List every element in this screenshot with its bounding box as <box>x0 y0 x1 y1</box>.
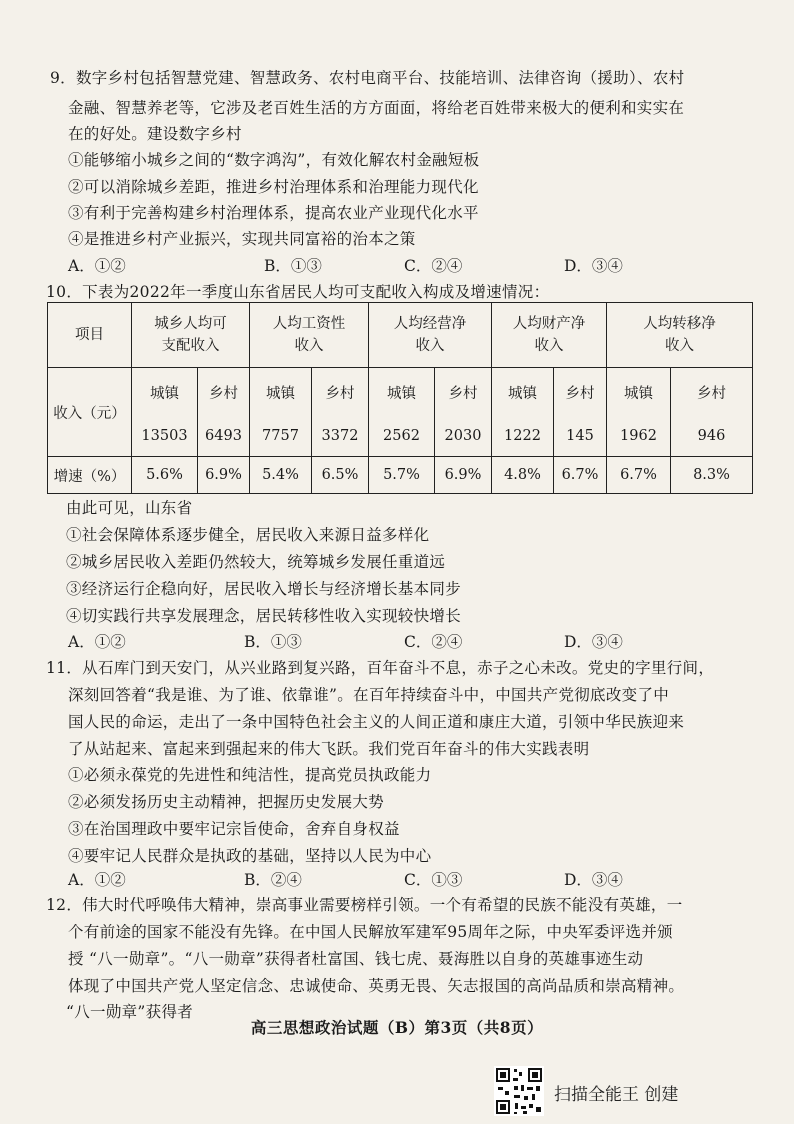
income-cell: 145 <box>554 416 607 457</box>
income-cell: 2562 <box>369 416 435 457</box>
rural-label: 乡村 <box>671 368 753 417</box>
income-cell: 1222 <box>492 416 554 457</box>
q11-option-b: B．②④ <box>244 871 302 889</box>
q11-item-3: ③在治国理政中要牢记宗旨使命，舍弃自身权益 <box>68 820 400 838</box>
q12-stem-line-5: “八一勋章”获得者 <box>66 1003 194 1021</box>
q10-option-c: C．②④ <box>404 633 463 651</box>
q10-stem: 10．下表为2022年一季度山东省居民人均可支配收入构成及增速情况： <box>46 283 550 301</box>
income-cell: 2030 <box>435 416 492 457</box>
q11-item-1: ①必须永葆党的先进性和纯洁性，提高党员执政能力 <box>68 766 432 784</box>
income-cell: 1962 <box>607 416 671 457</box>
urban-label: 城镇 <box>607 368 671 417</box>
rate-cell: 5.7% <box>369 457 435 494</box>
q9-option-c: C．②④ <box>404 257 463 275</box>
q9-item-2: ②可以消除城乡差距，推进乡村治理体系和治理能力现代化 <box>68 178 479 196</box>
rural-label: 乡村 <box>554 368 607 417</box>
header-disposable-income: 城乡人均可 支配收入 <box>132 303 250 368</box>
q10-item-1: ①社会保障体系逐步健全，居民收入来源日益多样化 <box>66 526 430 544</box>
income-cell: 946 <box>671 416 753 457</box>
header-transfer-income: 人均转移净 收入 <box>607 303 753 368</box>
rural-label: 乡村 <box>312 368 369 417</box>
q10-item-3: ③经济运行企稳向好，居民收入增长与经济增长基本同步 <box>66 580 462 598</box>
q9-stem-line-3: 在的好处。建设数字乡村 <box>68 125 242 143</box>
urban-label: 城镇 <box>250 368 312 417</box>
table-subheader-row <box>48 368 753 417</box>
q10-option-a: A．①② <box>68 633 126 651</box>
rate-cell: 6.7% <box>607 457 671 494</box>
rate-cell: 6.9% <box>435 457 492 494</box>
q11-item-4: ④要牢记人民群众是执政的基础，坚持以人民为中心 <box>68 847 432 865</box>
q10-lead: 由此可见，山东省 <box>66 499 193 517</box>
rate-cell: 6.5% <box>312 457 369 494</box>
income-cell: 13503 <box>132 416 198 457</box>
q11-option-a: A．①② <box>68 871 126 889</box>
table-rate-row <box>48 457 753 494</box>
rate-cell: 6.9% <box>198 457 250 494</box>
row-label-income: 收入（元） <box>48 368 132 457</box>
rural-label: 乡村 <box>435 368 492 417</box>
q11-stem-line-3: 国人民的命运，走出了一条中国特色社会主义的人间正道和康庄大道，引领中华民族迎来 <box>68 713 685 731</box>
income-cell: 7757 <box>250 416 312 457</box>
rate-cell: 4.8% <box>492 457 554 494</box>
q10-option-b: B．①③ <box>244 633 302 651</box>
income-table <box>47 302 753 494</box>
urban-label: 城镇 <box>492 368 554 417</box>
q12-stem-line-2: 个有前途的国家不能没有先锋。在中国人民解放军建军95周年之际，中央军委评选并颁 <box>68 923 673 941</box>
q10-option-d: D．③④ <box>564 633 623 651</box>
header-business-income: 人均经营净 收入 <box>369 303 492 368</box>
scanner-watermark: 扫描全能王 创建 <box>554 1085 679 1105</box>
q9-item-3: ③有利于完善构建乡村治理体系，提高农业产业现代化水平 <box>68 204 479 222</box>
q9-option-a: A．①② <box>68 257 126 275</box>
income-cell: 6493 <box>198 416 250 457</box>
header-item: 项目 <box>48 303 132 368</box>
rural-label: 乡村 <box>198 368 250 417</box>
q9-option-d: D．③④ <box>564 257 623 275</box>
q11-options <box>52 868 752 890</box>
q9-item-1: ①能够缩小城乡之间的“数字鸿沟”，有效化解农村金融短板 <box>68 151 480 169</box>
q12-stem-line-4: 体现了中国共产党人坚定信念、忠诚使命、英勇无畏、矢志报国的高尚品质和崇高精神。 <box>68 977 685 995</box>
table-header-row <box>48 303 753 368</box>
table-income-row <box>48 416 753 457</box>
q10-item-2: ②城乡居民收入差距仍然较大，统筹城乡发展任重道远 <box>66 553 446 571</box>
rate-cell: 6.7% <box>554 457 607 494</box>
qr-code-icon <box>494 1066 544 1116</box>
income-cell: 3372 <box>312 416 369 457</box>
q9-option-b: B．①③ <box>264 257 322 275</box>
row-label-rate: 增速（%） <box>48 457 132 494</box>
q10-item-4: ④切实践行共享发展理念，居民转移性收入实现较快增长 <box>66 607 462 625</box>
rate-cell: 8.3% <box>671 457 753 494</box>
header-wage-income: 人均工资性 收入 <box>250 303 369 368</box>
q10-options <box>52 630 752 652</box>
q11-stem-line-4: 了从站起来、富起来到强起来的伟大飞跃。我们党百年奋斗的伟大实践表明 <box>68 740 590 758</box>
q11-item-2: ②必须发扬历史主动精神，把握历史发展大势 <box>68 793 385 811</box>
header-property-income: 人均财产净 收入 <box>492 303 607 368</box>
q11-option-c: C．①③ <box>404 871 463 889</box>
q9-options <box>52 254 752 276</box>
rate-cell: 5.4% <box>250 457 312 494</box>
q11-stem-line-1: 11．从石库门到天安门，从兴业路到复兴路，百年奋斗不息，赤子之心未改。党史的字里行间， <box>46 659 715 677</box>
page-footer: 高三思想政治试题（B）第3页（共8页） <box>250 1018 544 1037</box>
urban-label: 城镇 <box>369 368 435 417</box>
rate-cell: 5.6% <box>132 457 198 494</box>
q11-option-d: D．③④ <box>564 871 623 889</box>
urban-label: 城镇 <box>132 368 198 417</box>
q12-stem-line-3: 授 “八一勋章”。“八一勋章”获得者杜富国、钱七虎、聂海胜以自身的英雄事迹生动 <box>68 950 644 968</box>
q11-stem-line-2: 深刻回答着“我是谁、为了谁、依靠谁”。在百年持续奋斗中，中国共产党彻底改变了中 <box>68 686 670 704</box>
q9-stem-line-2: 金融、智慧养老等，它涉及老百姓生活的方方面面，将给老百姓带来极大的便利和实实在 <box>68 99 685 117</box>
q9-stem-line-1: 9．数字乡村包括智慧党建、智慧政务、农村电商平台、技能培训、法律咨询（援助）、农村 <box>50 69 685 87</box>
q12-stem-line-1: 12．伟大时代呼唤伟大精神，崇高事业需要榜样引领。一个有希望的民族不能没有英雄，一 <box>46 896 683 914</box>
q9-item-4: ④是推进乡村产业振兴，实现共同富裕的治本之策 <box>68 230 416 248</box>
